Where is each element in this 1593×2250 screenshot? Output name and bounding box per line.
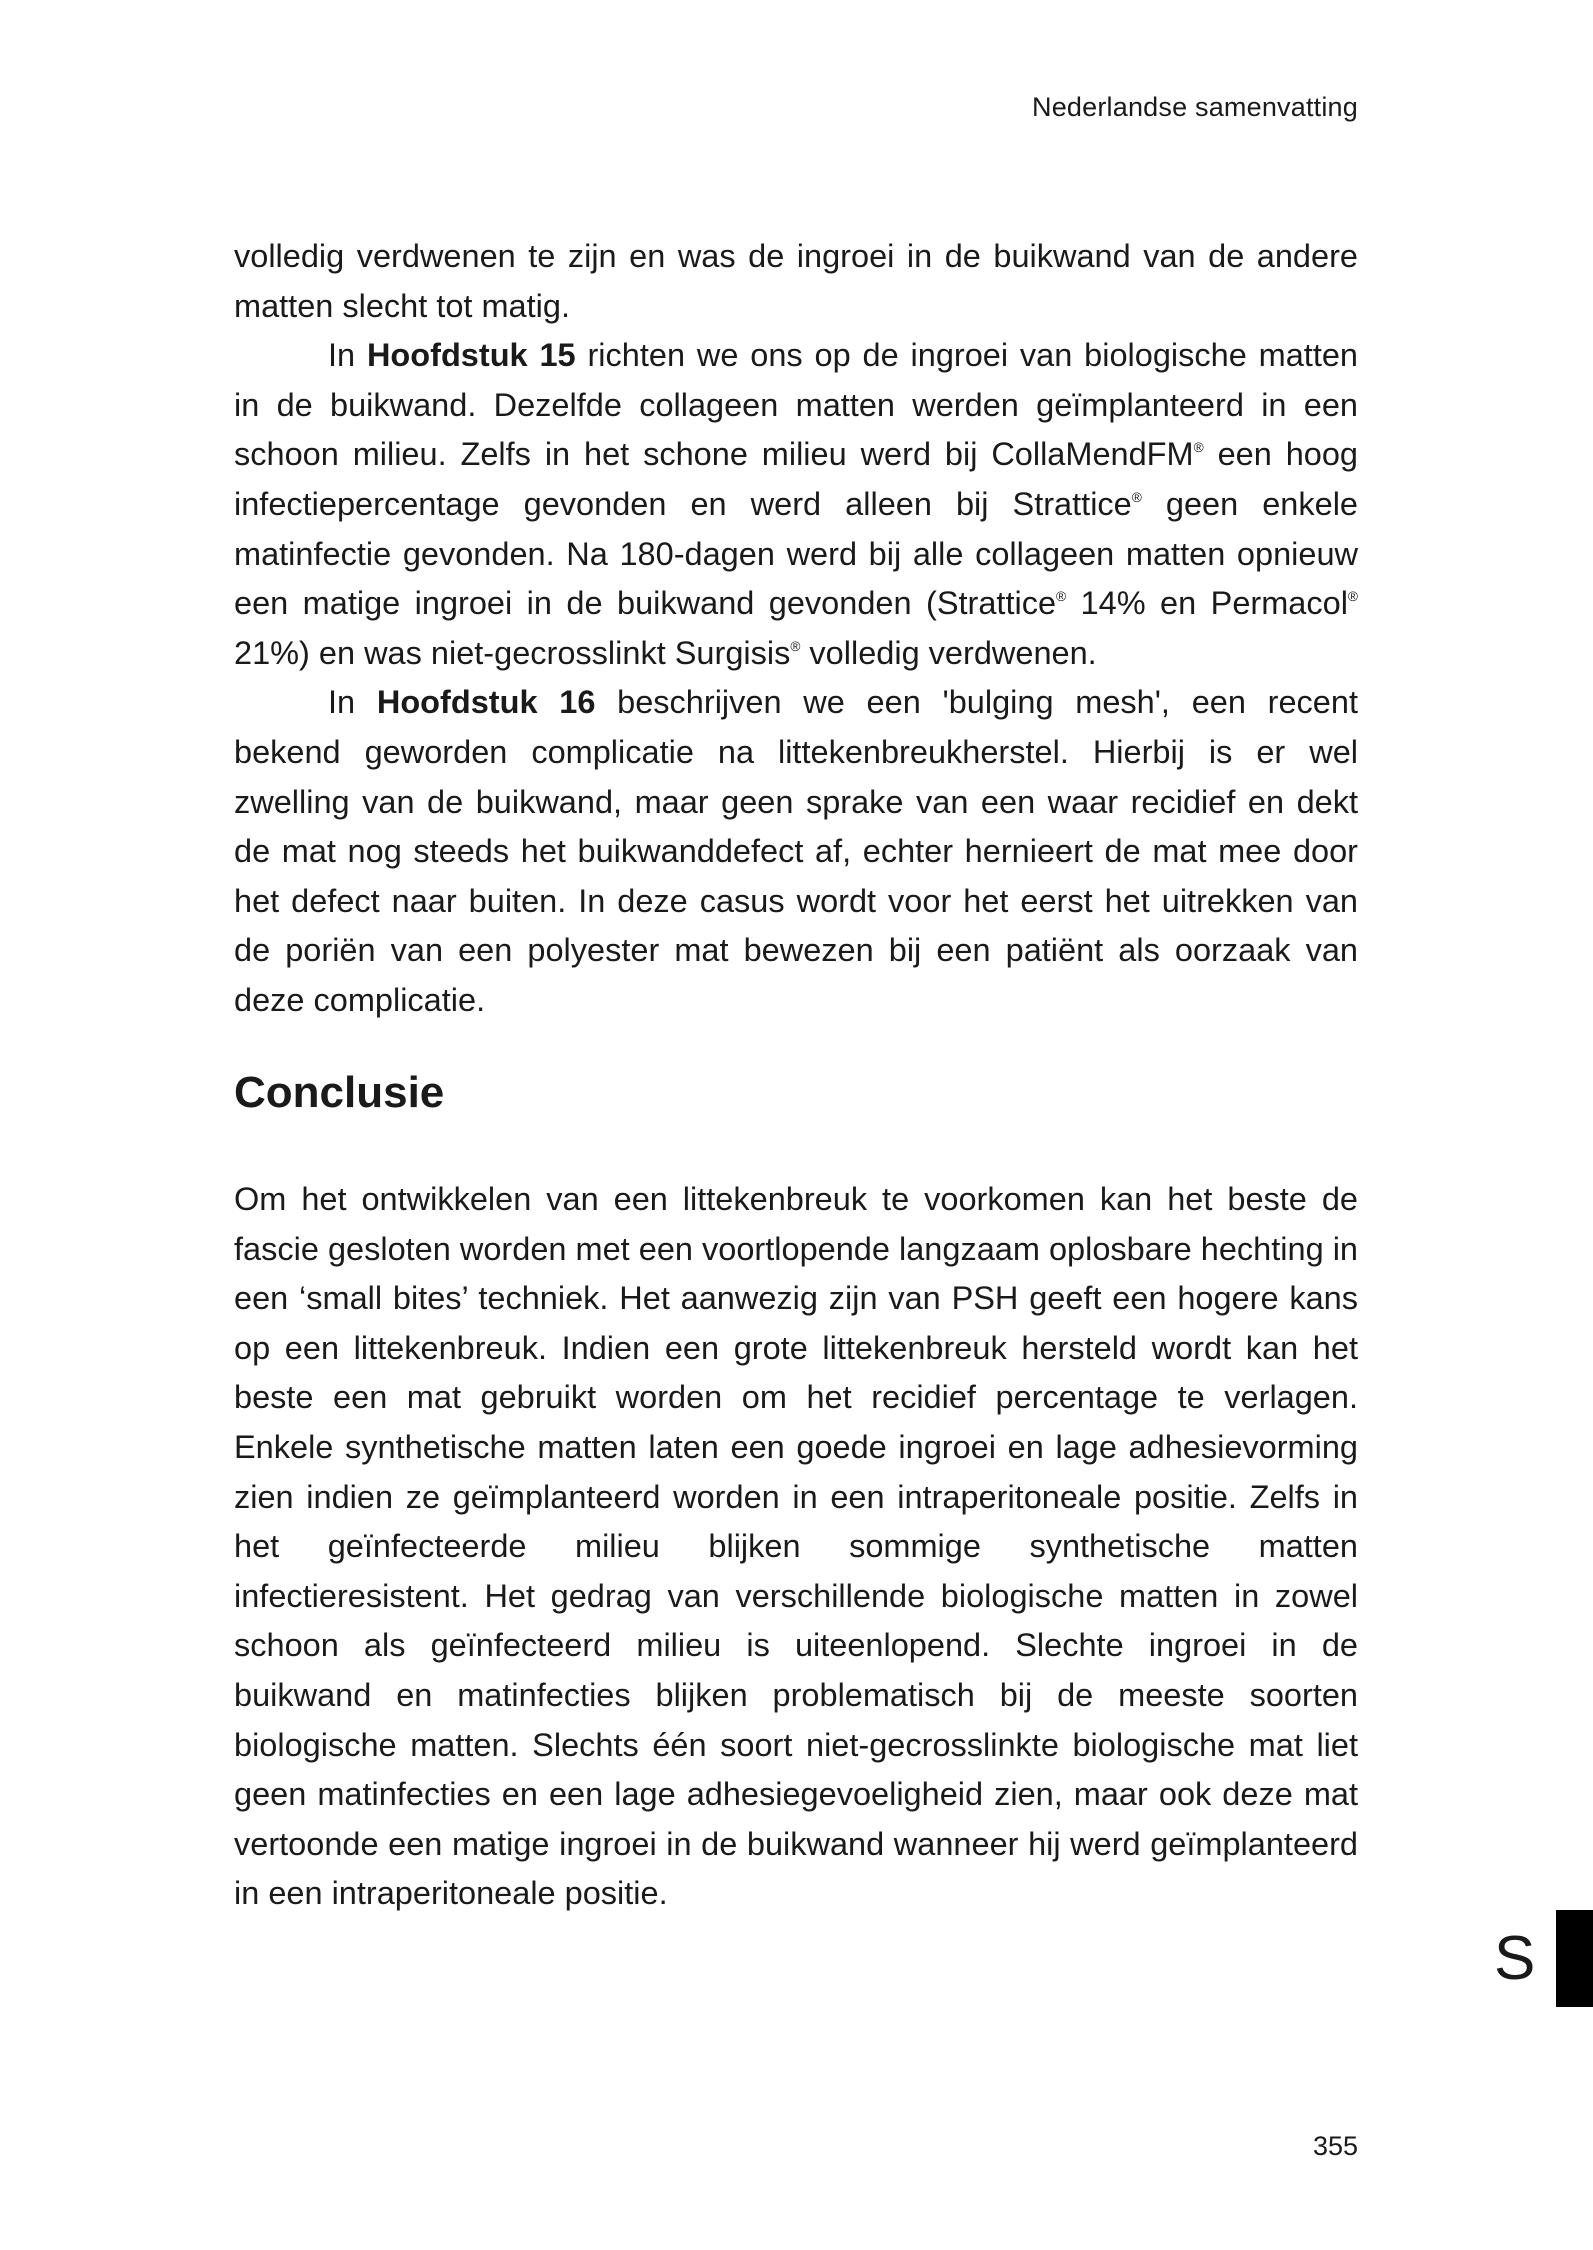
registered-mark: ®: [1347, 589, 1358, 605]
running-header: Nederlandse samenvatting: [1032, 92, 1358, 122]
paragraph-text: geen enkele matinfectie gevonden. Na 180-dagen werd bij alle collageen matten opnieuw een matige ingroei in de buikwand gevonden (Strattice: [234, 485, 1358, 622]
thumb-index-tab: [1556, 1910, 1593, 2007]
paragraph-text: 14% en Permacol: [1066, 585, 1348, 622]
paragraph-lead: In: [328, 337, 367, 374]
section-heading-conclusie: Conclusie: [234, 1068, 445, 1117]
paragraph-conclusion: Om het ontwikkelen van een littekenbreuk te voorkomen kan het beste de fascie gesloten worden met een voortlopende langzaam oplosbare hechting in een ‘small bites’ techniek. Het aanwezig zijn van PSH geeft een hogere kans op een littekenbreuk. Indien een grote littekenbreuk hersteld wordt kan het beste een mat gebruikt worden om het recidief percentage te verlagen. Enkele synthetische matten laten een goede ingroei en lage adhesievorming zien indien ze geïmplanteerd worden in een intraperitoneale positie. Zelfs in het geïnfecteerde milieu blijken sommige synthetische matten infectieresistent. Het gedrag van verschillende biologische matten in zowel schoon als geïnfecteerd milieu is uiteenlopend. Slechte ingroei in de buikwand en matinfecties blijken problematisch bij de meeste soorten biologische matten. Slechts één soort niet-gecrosslinkte biologische mat liet geen matinfecties en een lage adhesiegevoeligheid zien, maar ook deze mat vertoonde een matige ingroei in de buikwand wanneer hij werd geïmplanteerd in een intraperitoneale positie.: [234, 1181, 1358, 1912]
thumb-index-letter: S: [1494, 1924, 1536, 1993]
paragraph-text: beschrijven we een 'bulging mesh', een recent bekend geworden complicatie na littekenbreukherstel. Hierbij is er wel zwelling van de buikwand, maar geen sprake van een waar recidief en dekt de mat nog steeds het buikwanddefect af, echter hernieert de mat mee door het defect naar buiten. In deze casus wordt voor het eerst het uitrekken van de poriën van een polyester mat bewezen bij een patiënt als oorzaak van deze complicatie.: [234, 684, 1358, 1018]
chapter-reference-16: Hoofdstuk 16: [376, 684, 596, 721]
paragraph-text: volledig verdwenen.: [800, 634, 1097, 671]
paragraph-lead: In: [328, 684, 377, 721]
paragraph-continuation: volledig verdwenen te zijn en was de ingroei in de buikwand van de andere matten slecht tot matig.: [234, 238, 1358, 324]
page-number: 355: [1312, 2131, 1358, 2161]
paragraph-text: richten we ons op de ingroei van biologische matten in de buikwand. Dezelfde collageen matten werden geïmplanteerd in een schoon milieu. Zelfs in het schone milieu werd bij CollaMendFM: [234, 337, 1358, 473]
paragraph-text: 21%) en was niet-gecrosslinkt Surgisis: [234, 634, 791, 671]
paragraph-chapter-16: [234, 678, 1358, 1025]
paragraph-chapter-15: [234, 331, 1358, 678]
registered-mark: ®: [790, 638, 801, 654]
body-text-conclusion: [234, 1175, 1358, 1919]
body-text-top: [234, 232, 1358, 1026]
paragraph-text: een hoog infectiepercentage gevonden en werd alleen bij Strattice: [234, 436, 1358, 522]
chapter-reference-15: Hoofdstuk 15: [366, 337, 576, 374]
registered-mark: ®: [1193, 440, 1204, 456]
registered-mark: ®: [1056, 589, 1067, 605]
registered-mark: ®: [1131, 490, 1142, 506]
